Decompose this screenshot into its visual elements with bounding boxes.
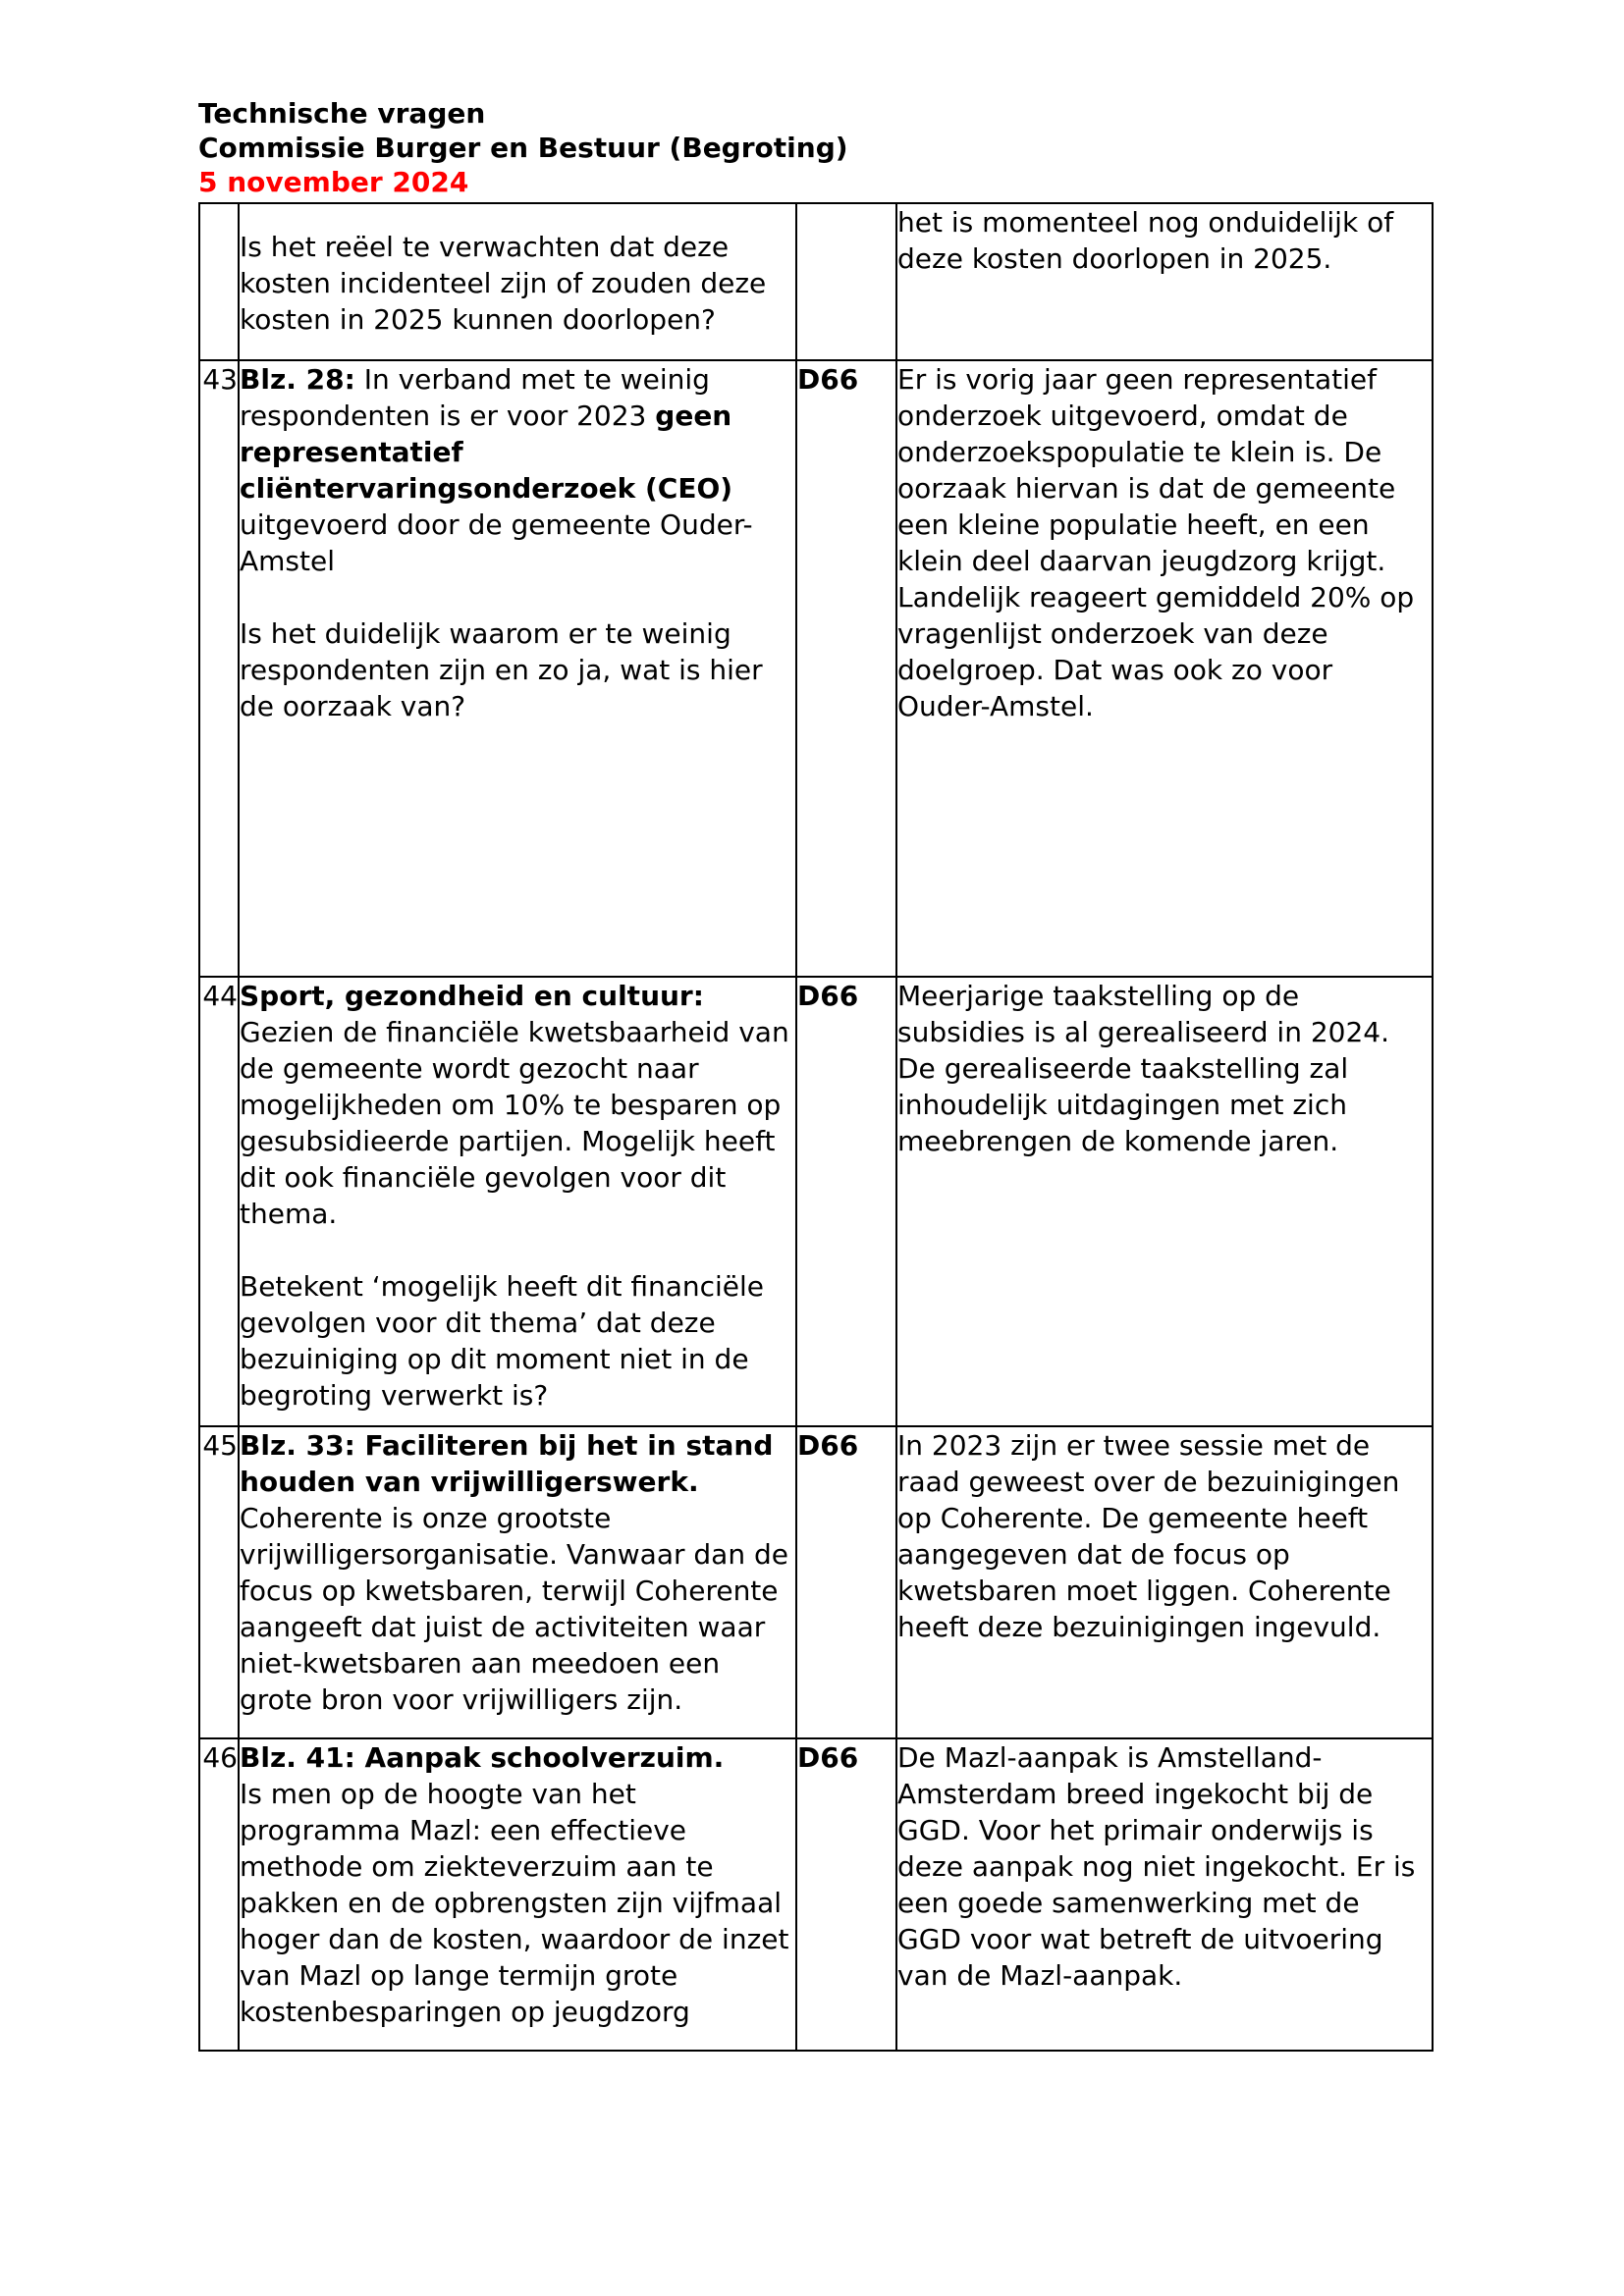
answer-cell: Er is vorig jaar geen representatief onderzoek uitgevoerd, omdat de onderzoekspopulatie te klein is. De oorzaak hiervan is dat de gemeente een kleine populatie heeft, en een klein deel daarvan jeugdzorg krijgt. Landelijk reageert gemiddeld 20% op vragenlijst onderzoek van deze doelgroep. Dat was ook zo voor Ouder-Amstel.: [896, 360, 1433, 977]
meeting-date: 5 november 2024: [198, 166, 469, 198]
table-row: [199, 203, 1433, 360]
question-number: [199, 203, 239, 360]
question-cell: [239, 360, 796, 977]
question-number: 43: [199, 360, 239, 977]
question-cell: [239, 1738, 796, 2051]
party-cell: [796, 203, 896, 360]
question-heading: Blz. 33: Faciliteren bij het in stand houden van vrijwilligerswerk.: [240, 1429, 774, 1498]
question-cell: [239, 977, 796, 1426]
answer-cell: het is momenteel nog onduidelijk of deze kosten doorlopen in 2025.: [896, 203, 1433, 360]
question-text: Gezien de financiële kwetsbaarheid van de gemeente wordt gezocht naar mogelijkheden om 10% te besparen op gesubsidieerde partijen. Mogelijk heeft dit ook financiële gevolgen voor dit thema.: [240, 1016, 789, 1230]
answer-cell: De Mazl-aanpak is Amstelland-Amsterdam breed ingekocht bij de GGD. Voor het primair onderwijs is deze aanpak nog niet ingekocht. Er is een goede samenwerking met de GGD voor wat betreft de uitvoering van de Mazl-aanpak.: [896, 1738, 1433, 2051]
question-text: Is het reëel te verwachten dat deze kosten incidenteel zijn of zouden deze kosten in 2025 kunnen doorlopen?: [240, 231, 767, 336]
question-text: Blz. 28: In verband met te weinig respondenten is er voor 2023 geen representatief cliëntervaringsonderzoek (CEO) uitgevoerd door de gemeente Ouder-Amstel: [240, 363, 753, 577]
table-row: [199, 360, 1433, 977]
question-heading: Blz. 41: Aanpak schoolverzuim.: [240, 1741, 725, 1774]
question-number: 46: [199, 1738, 239, 2051]
question-cell: [239, 203, 796, 360]
question-subquestion: Is het duidelijk waarom er te weinig respondenten zijn en zo ja, wat is hier de oorzaak van?: [240, 617, 763, 722]
answer-cell: Meerjarige taakstelling op de subsidies is al gerealiseerd in 2024. De gerealiseerde taakstelling zal inhoudelijk uitdagingen met zich meebrengen de komende jaren.: [896, 977, 1433, 1426]
answer-cell: In 2023 zijn er twee sessie met de raad geweest over de bezuinigingen op Coherente. De gemeente heeft aangegeven dat de focus op kwetsbaren moet liggen. Coherente heeft deze bezuinigingen ingevuld.: [896, 1426, 1433, 1738]
question-heading: Sport, gezondheid en cultuur:: [240, 980, 704, 1012]
question-text: Coherente is onze grootste vrijwilligersorganisatie. Vanwaar dan de focus op kwetsbaren, terwijl Coherente aangeeft dat juist de activiteiten waar niet-kwetsbaren aan meedoen een grote bron voor vrijwilligers zijn.: [240, 1502, 788, 1716]
question-text: Is men op de hoogte van het programma Mazl: een effectieve methode om ziekteverzuim aan te pakken en de opbrengsten zijn vijfmaal hoger dan de kosten, waardoor de inzet van Mazl op lange termijn grote kostenbesparingen op jeugdzorg: [240, 1778, 789, 2028]
table-row: [199, 1426, 1433, 1738]
table-row: [199, 1738, 1433, 2051]
question-subquestion: Betekent ‘mogelijk heeft dit financiële gevolgen voor dit thema’ dat deze bezuiniging op dit moment niet in de begroting verwerkt is?: [240, 1270, 765, 1412]
document-header: [198, 96, 1475, 199]
question-cell: [239, 1426, 796, 1738]
party-cell: D66: [796, 1426, 896, 1738]
party-cell: D66: [796, 1738, 896, 2051]
party-cell: D66: [796, 977, 896, 1426]
questions-table: [198, 202, 1434, 2052]
document-title: Technische vragen: [198, 97, 486, 130]
question-number: 45: [199, 1426, 239, 1738]
question-number: 44: [199, 977, 239, 1426]
question-heading: Blz. 28:: [240, 363, 355, 396]
party-cell: D66: [796, 360, 896, 977]
committee-title: Commissie Burger en Bestuur (Begroting): [198, 132, 848, 164]
table-row: [199, 977, 1433, 1426]
